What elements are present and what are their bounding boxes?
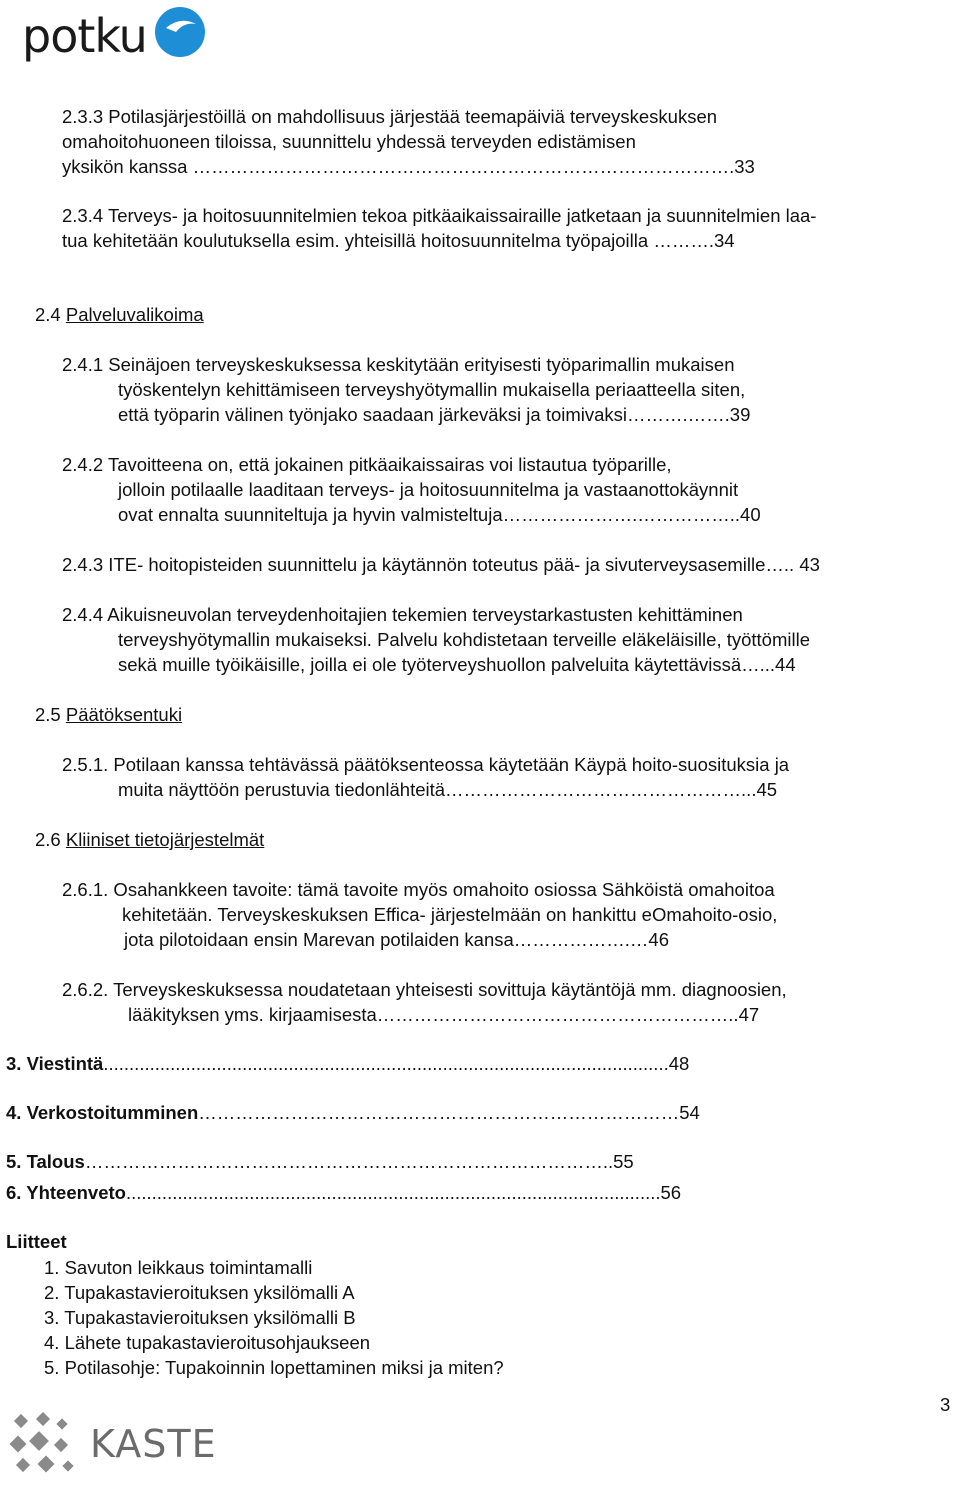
toc-entry-2-5-1-line1: 2.5.1. Potilaan kanssa tehtävässä päätöksenteossa käytetään Käypä hoito-suosituksia ja [62,754,790,775]
attachment-item: 2. Tupakastavieroituksen yksilömalli A [44,1282,355,1303]
toc-entry-2-6-1-line3: jota pilotoidaan ensin Marevan potilaiden kansa……………….…46 [124,929,670,950]
attachments-heading: Liitteet [6,1231,67,1252]
toc-entry-2-3-4-line1: 2.3.4 Terveys- ja hoitosuunnitelmien tekoa pitkäaikaissairaille jatketaan ja suunnitelmien laa- [62,205,817,226]
chapter-leader-page: ........................................................................................................56 [125,1182,682,1203]
toc-entry-2-6-2-line2: lääkityksen yms. kirjaamisesta…………………………………………………..47 [128,1004,760,1025]
attachment-item: 1. Savuton leikkaus toimintamalli [44,1257,313,1278]
toc-entry-2-4-1-line2: työskentelyn kehittämiseen terveyshyötymallin mukaisella periaatteella siten, [118,379,746,400]
toc-entry-2-4-4-line3: sekä muille työikäisille, joilla ei ole työterveyshuollon palveluita käytettävissä…...44 [118,654,796,675]
toc-entry-2-4-2-line1: 2.4.2 Tavoitteena on, että jokainen pitkäaikaissairas voi listautua työparille, [62,454,672,475]
section-number: 2.4 [35,304,61,325]
toc-entry-2-4-1-line3: että työparin välinen työnjako saadaan järkeväksi ja toimivaksi……….…….39 [118,404,751,425]
toc-entry-2-5-1-line2: muita näyttöön perustuvia tiedonlähteitä…………………………………………...45 [118,779,778,800]
potku-logo-circle-icon [154,6,206,58]
chapter-title: 5. Talous [6,1151,85,1172]
toc-entry-2-4-2-line3: ovat ennalta suunniteltuja ja hyvin valmisteltuja………………….……………..40 [118,504,761,525]
toc-section-2-4 [35,304,204,326]
chapter-leader-page: ……………………………………………………………………54 [198,1102,700,1123]
toc-section-2-6 [35,829,264,851]
kaste-logo-emblem-icon [8,1412,88,1478]
toc-entry-2-3-3-line3: yksikön kanssa …………………………………………………………………………….33 [62,156,755,177]
toc-entry-2-4-4-line1: 2.4.4 Aikuisneuvolan terveydenhoitajien tekemien terveystarkastusten kehittäminen [62,604,743,625]
toc-chapter-5 [6,1151,634,1173]
potku-logo [22,6,192,68]
chapter-title: 6. Yhteenveto [6,1182,126,1203]
toc-chapter-6 [6,1182,681,1204]
section-title: Palveluvalikoima [65,304,204,325]
toc-section-2-5 [35,704,182,726]
toc-entry-2-4-4-line2: terveyshyötymallin mukaiseksi. Palvelu kohdistetaan terveille eläkeläisille, työttömille [118,629,810,650]
section-number: 2.6 [35,829,61,850]
chapter-title: 3. Viestintä [6,1053,104,1074]
toc-entry-2-6-1-line2: kehitetään. Terveyskeskuksen Effica- järjestelmään on hankittu eOmahoito-osio, [122,904,778,925]
toc-entry-2-6-2-line1: 2.6.2. Terveyskeskuksessa noudatetaan yhteisesti sovittuja käytäntöjä mm. diagnoosien, [62,979,787,1000]
toc-entry-2-4-1-line1: 2.4.1 Seinäjoen terveyskeskuksessa keskitytään erityisesti työparimallin mukaisen [62,354,735,375]
chapter-leader-page: ..............................................................................................................48 [103,1053,690,1074]
potku-logo-text: potku [22,9,147,63]
toc-chapter-3 [6,1053,689,1075]
section-number: 2.5 [35,704,61,725]
kaste-logo [8,1412,218,1478]
toc-entry-2-3-4-line2: tua kehitetään koulutuksella esim. yhteisillä hoitosuunnitelma työpajoilla ……….34 [62,230,735,251]
toc-chapter-4 [6,1102,700,1124]
toc-entry-2-3-3-line2: omahoitohuoneen tiloissa, suunnittelu yhdessä terveyden edistämisen [62,131,636,152]
toc-entry-2-4-2-line2: jolloin potilaalle laaditaan terveys- ja hoitosuunnitelma ja vastaanottokäynnit [118,479,739,500]
chapter-title: 4. Verkostoitumminen [6,1102,199,1123]
attachment-item: 4. Lähete tupakastavieroitusohjaukseen [44,1332,371,1353]
toc-entry-2-6-1-line1: 2.6.1. Osahankkeen tavoite: tämä tavoite myös omahoito osiossa Sähköistä omahoitoa [62,879,775,900]
attachment-item: 5. Potilasohje: Tupakoinnin lopettaminen miksi ja miten? [44,1357,504,1378]
page-number: 3 [940,1394,951,1415]
attachment-item: 3. Tupakastavieroituksen yksilömalli B [44,1307,356,1328]
section-title: Kliiniset tietojärjestelmät [65,829,265,850]
section-title: Päätöksentuki [65,704,183,725]
toc-entry-2-4-3: 2.4.3 ITE- hoitopisteiden suunnittelu ja käytännön toteutus pää- ja sivuterveysasemille….. 43 [62,554,820,575]
toc-entry-2-3-3-line1: 2.3.3 Potilasjärjestöillä on mahdollisuus järjestää teemapäiviä terveyskeskuksen [62,106,718,127]
chapter-leader-page: …………………………………………………………………………..55 [84,1151,634,1172]
kaste-logo-text: KASTE [90,1422,217,1466]
